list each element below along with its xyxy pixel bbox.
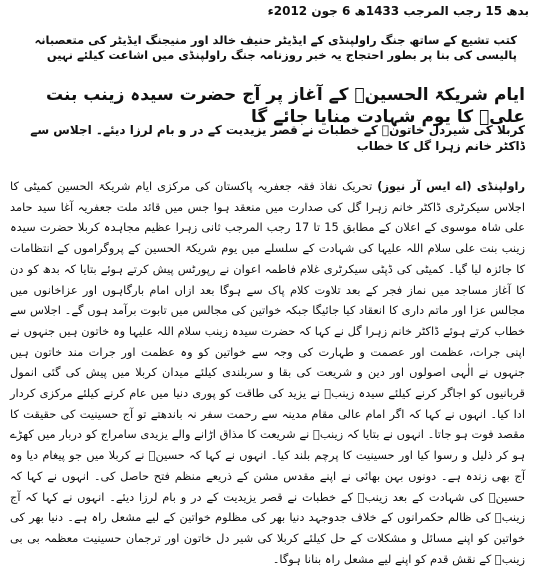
article-body-text: تحریک نفاذ فقہ جعفریہ پاکستان کی مرکزی ایام شریکۃ الحسین کمیٹی کا اجلاس سیکرٹری ڈاکٹر خانم زہرا گل کی صدارت میں منعقد ہوا جس میں قائد ملت جعفریہ آغا سید حامد علی شاہ موسوی کے اعلان کے مطابق 15 تا 17 رجب المرجب ثانی زہرا عظیم مجاہدہ کربلا حضرت سیدہ زینب بنت علی سلام اللہ علیہا کی شہادت کے سلسلے میں یوم شریکۃ الحسین کے پروگراموں کے انتظامات کا جائزہ لیا گیا۔ کمیٹی کی ڈپٹی سیکرٹری غلام فاطمہ اعوان نے رپورٹس پیش کرتے ہوئے بتایا کہ بدھ کو دن کا آغاز مساجد میں نماز فجر کے بعد تلاوت کلام پاک سے ہوگا بعد ازاں امام بارگاہوں اور عزاخانوں میں مجالس عزا اور ماتم داری کا انعقاد کیا جائیگا جبکہ خواتین کی مجالس میں تابوت برآمد ہوں گے۔ اجلاس سے خطاب کرتے ہوئے ڈاکٹر خانم زہرا گل نے کہا کہ حضرت سیدہ زینب سلام اللہ علیہا وہ خاتون ہیں جنہوں نے اپنی جرات، عظمت اور عصمت و طہارت کی وجہ سے خواتین کو وہ عظمت اور جرات مند خاتون ہیں جنہوں نے الٰہی اصولوں اور دین و شریعت کی بقا و سربلندی کیلئے میدان کربلا میں پیش کی گئی انمول قربانیوں کو اجاگر کرنے کیلئے سیدہ زینبؑ نے یزید کی طاقت کو پوری دنیا میں عام کرنے کیلئے مرکزی کردار ادا کیا۔ انہوں نے کہا کہ اگر امام عالی مقام مدینہ سے رحمت سفر نہ باندھتے تو آج حسینیت کی حقیقت کا مقصد فوت ہو جاتا۔ انہوں نے بتایا کہ زینبؑ نے شریعت کا مذاق اڑانے والے یزیدی سامراج کو دربار میں کھڑے ہو کر ذلیل و رسوا کیا اور حسینیت کا پرچم بلند کیا۔ انہوں نے کہا کہ حسینؑ نے کربلا میں جو پیغام دیا وہ آج بھی زندہ ہے۔ دونوں بہن بھائی نے اپنے مقدس مشن کے ذریعے منظم فتح حاصل کی۔ انہوں نے کہا کہ حسینؑ کی شہادت کے بعد زینبؑ کے خطبات نے قصر یزیدیت کے در و بام لرزا دیئے۔ انہوں نے کہا کہ آج زینبؑ کی ظالم حکمرانوں کے خلاف جدوجہد دنیا بھر کی مظلوم خواتین کے لیے مشعل راہ ہے۔ دنیا بھر کی خواتین کو اپنے مسائل و مشکلات کے حل کیلئے کربلا کی شیر دل خاتون اور ترجمان حسینیت معظمہ بی بی زینبؑ کے نقش قدم کو اپنے لیے مشعل راہ بنانا ہوگا۔ xyxy=(10,179,525,566)
editorial-note: کتب تشیع کے ساتھ جنگ راولپنڈی کے ایڈیٹر حنیف خالد اور منیجنگ ایڈیٹر کی متعصبانہ پالیسی کی بنا پر بطور احتجاج یہ خبر روزنامہ جنگ راولپنڈی میں اشاعت کیلئے نہیں xyxy=(34,33,517,62)
article-dateline: راولپنڈی (اے ایس آر نیوز) xyxy=(377,179,526,193)
issue-date: بدھ 15 رجب المرجب 1433ھ 6 جون 2012ء xyxy=(267,4,529,18)
article-subheadline: کربلا کی شیردل خاتونؑ کے خطبات نے قصر یزیدیت کے در و بام لرزا دیئے۔ اجلاس سے ڈاکٹر خانم زہرا گل کا خطاب xyxy=(30,123,525,153)
article-body xyxy=(10,176,525,569)
article-headline: ایام شریکۃ الحسینؑ کے آغاز پر آج حضرت سیدہ زینب بنت علیؑ کا یوم شہادت منایا جائے گا xyxy=(46,85,525,127)
